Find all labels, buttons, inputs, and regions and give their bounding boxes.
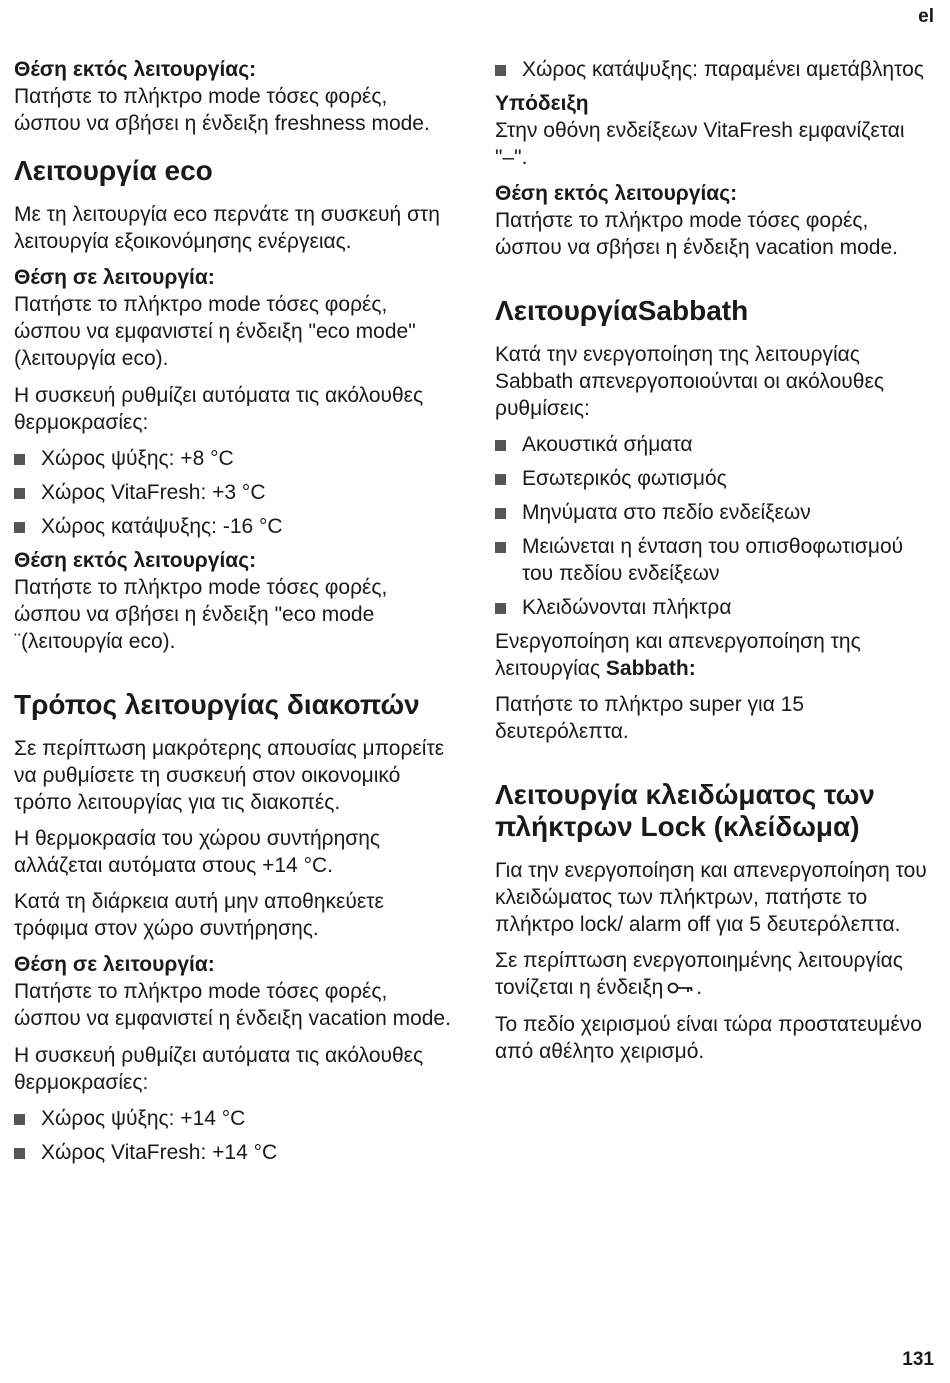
lock-heading: Λειτουργία κλειδώματος των πλήκτρων Lock (κλείδωμα): [495, 779, 875, 842]
list-item: Χώρος κατάψυξης: -16 °C: [14, 513, 454, 540]
vacation-on-label: Θέση σε λειτουργία:: [14, 953, 215, 976]
list-item: Μηνύματα στο πεδίο ενδείξεων: [495, 499, 935, 526]
list-item: Χώρος ψύξης: +8 °C: [14, 445, 454, 472]
square-bullet-icon: [495, 542, 506, 553]
list-item: Χώρος VitaFresh: +3 °C: [14, 479, 454, 506]
lock-p2-text: Σε περίπτωση ενεργοποιημένης λειτουργίας τονίζεται η ένδειξη: [495, 949, 903, 999]
sabbath-toggle: [495, 628, 935, 682]
note-label: Υπόδειξη: [495, 92, 589, 115]
vacation-p3: Κατά τη διάρκεια αυτή μην αποθηκεύετε τρόφιμα στον χώρο συντήρησης.: [14, 890, 384, 940]
page-number: 131: [902, 1349, 934, 1370]
key-icon: [666, 975, 696, 1002]
vacation-off-label: Θέση εκτός λειτουργίας:: [495, 182, 738, 205]
list-item: Χώρος ψύξης: +14 °C: [14, 1105, 454, 1132]
sabbath-toggle-text: Ενεργοποίηση και απενεργοποίηση της λειτουργίας: [495, 630, 861, 680]
sabbath-toggle-bold: Sabbath:: [605, 657, 696, 680]
eco-off-label: Θέση εκτός λειτουργίας:: [14, 549, 257, 572]
square-bullet-icon: [495, 65, 506, 76]
vacation-temps-list: [14, 1105, 454, 1166]
square-bullet-icon: [14, 454, 25, 465]
right-column: [495, 56, 935, 1074]
language-code: el: [918, 6, 934, 27]
lock-p2: [495, 947, 935, 1002]
list-item: Μειώνεται η ένταση του οπισθοφωτισμού του πεδίου ενδείξεων: [495, 533, 935, 587]
list-item: Κλειδώνονται πλήκτρα: [495, 594, 935, 621]
square-bullet-icon: [14, 488, 25, 499]
list-item: Εσωτερικός φωτισμός: [495, 465, 935, 492]
vacation-temps-list-continued: [495, 56, 935, 83]
eco-temps-intro: Η συσκευή ρυθμίζει αυτόματα τις ακόλουθες θερμοκρασίες:: [14, 384, 424, 434]
sabbath-heading: ΛειτουργίαSabbath: [495, 295, 749, 326]
note-text: Στην οθόνη ενδείξεων VitaFresh εμφανίζεται "–".: [495, 119, 905, 169]
vacation-heading: Τρόπος λειτουργίας διακοπών: [14, 689, 420, 720]
freshness-off-text: Πατήστε το πλήκτρο mode τόσες φορές, ώσπου να σβήσει η ένδειξη freshness mode.: [14, 85, 430, 135]
eco-on-label: Θέση σε λειτουργία:: [14, 266, 215, 289]
square-bullet-icon: [495, 440, 506, 451]
square-bullet-icon: [14, 1114, 25, 1125]
square-bullet-icon: [14, 522, 25, 533]
square-bullet-icon: [495, 603, 506, 614]
list-item: Ακουστικά σήματα: [495, 431, 935, 458]
list-item: Χώρος κατάψυξης: παραμένει αμετάβλητος: [495, 56, 935, 83]
vacation-on-text: Πατήστε το πλήκτρο mode τόσες φορές, ώσπου να εμφανιστεί η ένδειξη vacation mode.: [14, 980, 451, 1030]
eco-off-text: Πατήστε το πλήκτρο mode τόσες φορές, ώσπου να σβήσει η ένδειξη "eco mode ¨(λειτουργία eco).: [14, 576, 388, 653]
freshness-off-label: Θέση εκτός λειτουργίας:: [14, 58, 257, 81]
eco-on-text: Πατήστε το πλήκτρο mode τόσες φορές, ώσπου να εμφανιστεί η ένδειξη "eco mode" (λειτουργία eco).: [14, 293, 416, 370]
sabbath-list: [495, 431, 935, 621]
vacation-off-text: Πατήστε το πλήκτρο mode τόσες φορές, ώσπου να σβήσει η ένδειξη vacation mode.: [495, 209, 898, 259]
vacation-p2: Η θερμοκρασία του χώρου συντήρησης αλλάζεται αυτόματα στους +14 °C.: [14, 827, 381, 877]
lock-p3: Το πεδίο χειρισμού είναι τώρα προστατευμένο από αθέλητο χειρισμό.: [495, 1012, 922, 1063]
eco-heading: Λειτουργία eco: [14, 155, 213, 186]
square-bullet-icon: [14, 1148, 25, 1159]
square-bullet-icon: [495, 508, 506, 519]
square-bullet-icon: [495, 474, 506, 485]
lock-p2-end: .: [696, 976, 703, 999]
list-item: Χώρος VitaFresh: +14 °C: [14, 1139, 454, 1166]
vacation-temps-intro: Η συσκευή ρυθμίζει αυτόματα τις ακόλουθες θερμοκρασίες:: [14, 1044, 424, 1094]
eco-intro: Με τη λειτουργία eco περνάτε τη συσκευή στη λειτουργία εξοικονόμησης ενέργειας.: [14, 203, 440, 253]
lock-p1: Για την ενεργοποίηση και απενεργοποίηση του κλειδώματος των πλήκτρων, πατήστε το πλήκτρο lock/ alarm off για 5 δευτερόλεπτα.: [495, 859, 927, 936]
left-column: [14, 56, 454, 1173]
sabbath-intro: Κατά την ενεργοποίηση της λειτουργίας Sabbath απενεργοποιούνται οι ακόλουθες ρυθμίσεις:: [495, 343, 884, 420]
sabbath-press-text: Πατήστε το πλήκτρο super για 15 δευτερόλεπτα.: [495, 693, 805, 743]
eco-temps-list: [14, 445, 454, 540]
vacation-p1: Σε περίπτωση μακρότερης απουσίας μπορείτε να ρυθμίσετε τη συσκευή στον οικονομικό τρόπο λειτουργίας για τις διακοπές.: [14, 737, 445, 814]
